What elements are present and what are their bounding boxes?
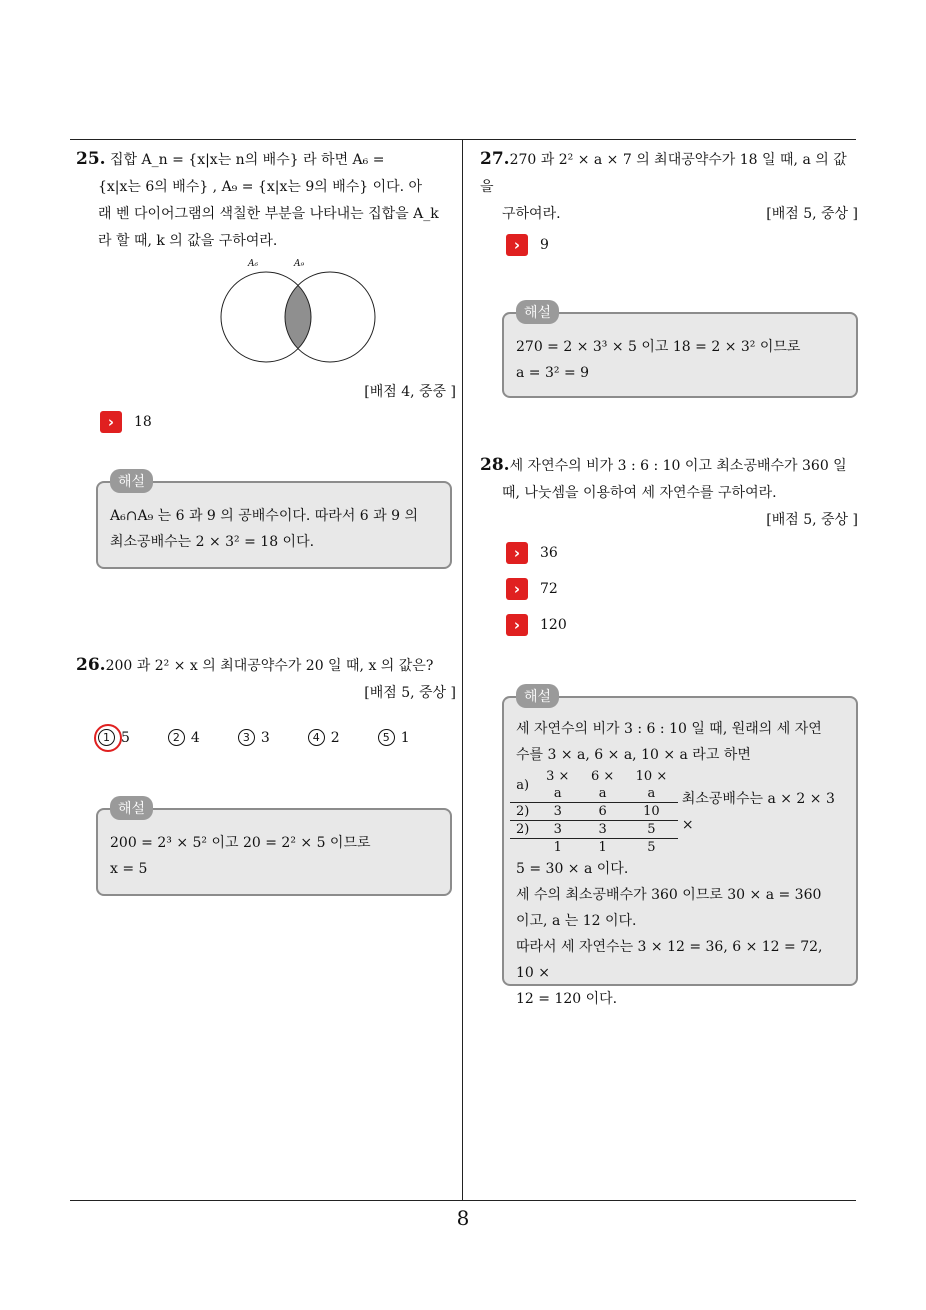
question-text: 구하여라. [502,206,561,222]
question-text: 200 과 2² × x 의 최대공약수가 20 일 때, x 의 값은? [105,658,434,674]
answer-value: 18 [134,414,152,430]
solution-text: 세 자연수의 비가 3 : 6 : 10 일 때, 원래의 세 자연 [516,721,822,737]
question-text: 래 벤 다이어그램의 색칠한 부분을 나타내는 집합을 A_k [98,206,439,222]
answer-value: 120 [540,617,567,633]
solution-text: a = 3² = 9 [516,365,590,381]
solution-box [96,801,452,896]
answer-row [480,232,858,258]
choice-1[interactable]: 1 5 [98,729,130,746]
question-number: 26. [76,655,106,675]
chevron-right-icon: › [506,578,528,600]
score: [배점 4, 중중 ] [364,384,456,400]
question-27 [480,146,858,398]
venn-label-right: A₉ [294,259,305,269]
answer-value: 72 [540,581,558,597]
solution-text: 이고, a 는 12 이다. [516,913,637,929]
question-text: 세 자연수의 비가 3 : 6 : 10 이고 최소공배수가 360 일 [509,458,847,474]
solution-text: 최소공배수는 a × 2 × 3 × [681,791,835,833]
answer-list [480,540,858,638]
solution-text: 수를 3 × a, 6 × a, 10 × a 라고 하면 [516,747,751,763]
answer-value: 36 [540,545,558,561]
question-25 [76,146,456,569]
question-number: 28. [480,455,510,475]
solution-text: 12 = 120 이다. [516,991,618,1007]
selected-mark [94,724,122,752]
venn-diagram [76,259,456,369]
solution-text: 따라서 세 자연수는 3 × 12 = 36, 6 × 12 = 72, 10 × [516,939,823,981]
solution-text: 5 = 30 × a 이다. [516,861,629,877]
solution-tag: 해설 [110,469,153,493]
question-28 [480,452,858,1007]
answer-row [506,612,858,638]
choice-5[interactable]: 5 1 [378,729,410,746]
bottom-rule [70,1200,856,1201]
score: [배점 5, 중상 ] [766,512,858,528]
answer-row [506,540,858,566]
venn-label-left: A₆ [248,259,259,269]
solution-text: 200 = 2³ × 5² 이고 20 = 2² × 5 이므로 [110,835,371,851]
solution-text: x = 5 [110,861,148,877]
score: [배점 5, 중상 ] [364,685,456,701]
top-rule [70,139,856,140]
solution-tag: 해설 [516,684,559,708]
score: [배점 5, 중상 ] [766,206,858,222]
choice-2[interactable]: 2 4 [168,729,200,746]
chevron-right-icon: › [506,234,528,256]
solution-tag: 해설 [110,796,153,820]
question-text: 270 과 2² × a × 7 의 최대공약수가 18 일 때, a 의 값을 [480,152,847,195]
solution-text: 270 = 2 × 3³ × 5 이고 18 = 2 × 3² 이므로 [516,339,801,355]
question-text: 집합 A_n = {x|x는 n의 배수} 라 하면 A₆ = [110,152,385,168]
chevron-right-icon: › [506,542,528,564]
solution-text: 최소공배수는 2 × 3² = 18 이다. [110,534,315,550]
chevron-right-icon: › [100,411,122,433]
question-number: 25. [76,149,106,169]
chevron-right-icon: › [506,614,528,636]
choice-3[interactable]: 3 3 [238,729,270,746]
venn-svg [76,259,456,369]
solution-box [502,689,858,1007]
answer-value: 9 [540,237,549,253]
solution-text: A₆∩A₉ 는 6 과 9 의 공배수이다. 따라서 6 과 9 의 [110,508,419,524]
question-text: 라 할 때, k 의 값을 구하여라. [98,233,278,249]
question-text: {x|x는 6의 배수} , A₉ = {x|x는 9의 배수} 이다. 아 [98,179,423,195]
column-divider [462,140,463,1200]
question-text: 때, 나눗셈을 이용하여 세 자연수를 구하여라. [502,485,777,501]
answer-row [506,576,858,602]
solution-text: 세 수의 최소공배수가 360 이므로 30 × a = 360 [516,887,822,903]
question-number: 27. [480,149,510,169]
page-number: 8 [456,1206,470,1230]
answer-row [76,409,456,435]
division-ladder [516,768,844,856]
choices [76,729,456,746]
division-table: a) 3 × a 6 × a 10 × a 2) 3 6 10 2) 3 3 5 1 1 5 [510,768,678,856]
solution-box [502,305,858,398]
solution-box [96,474,452,569]
solution-tag: 해설 [516,300,559,324]
choice-4[interactable]: 4 2 [308,729,340,746]
question-26 [76,652,456,896]
